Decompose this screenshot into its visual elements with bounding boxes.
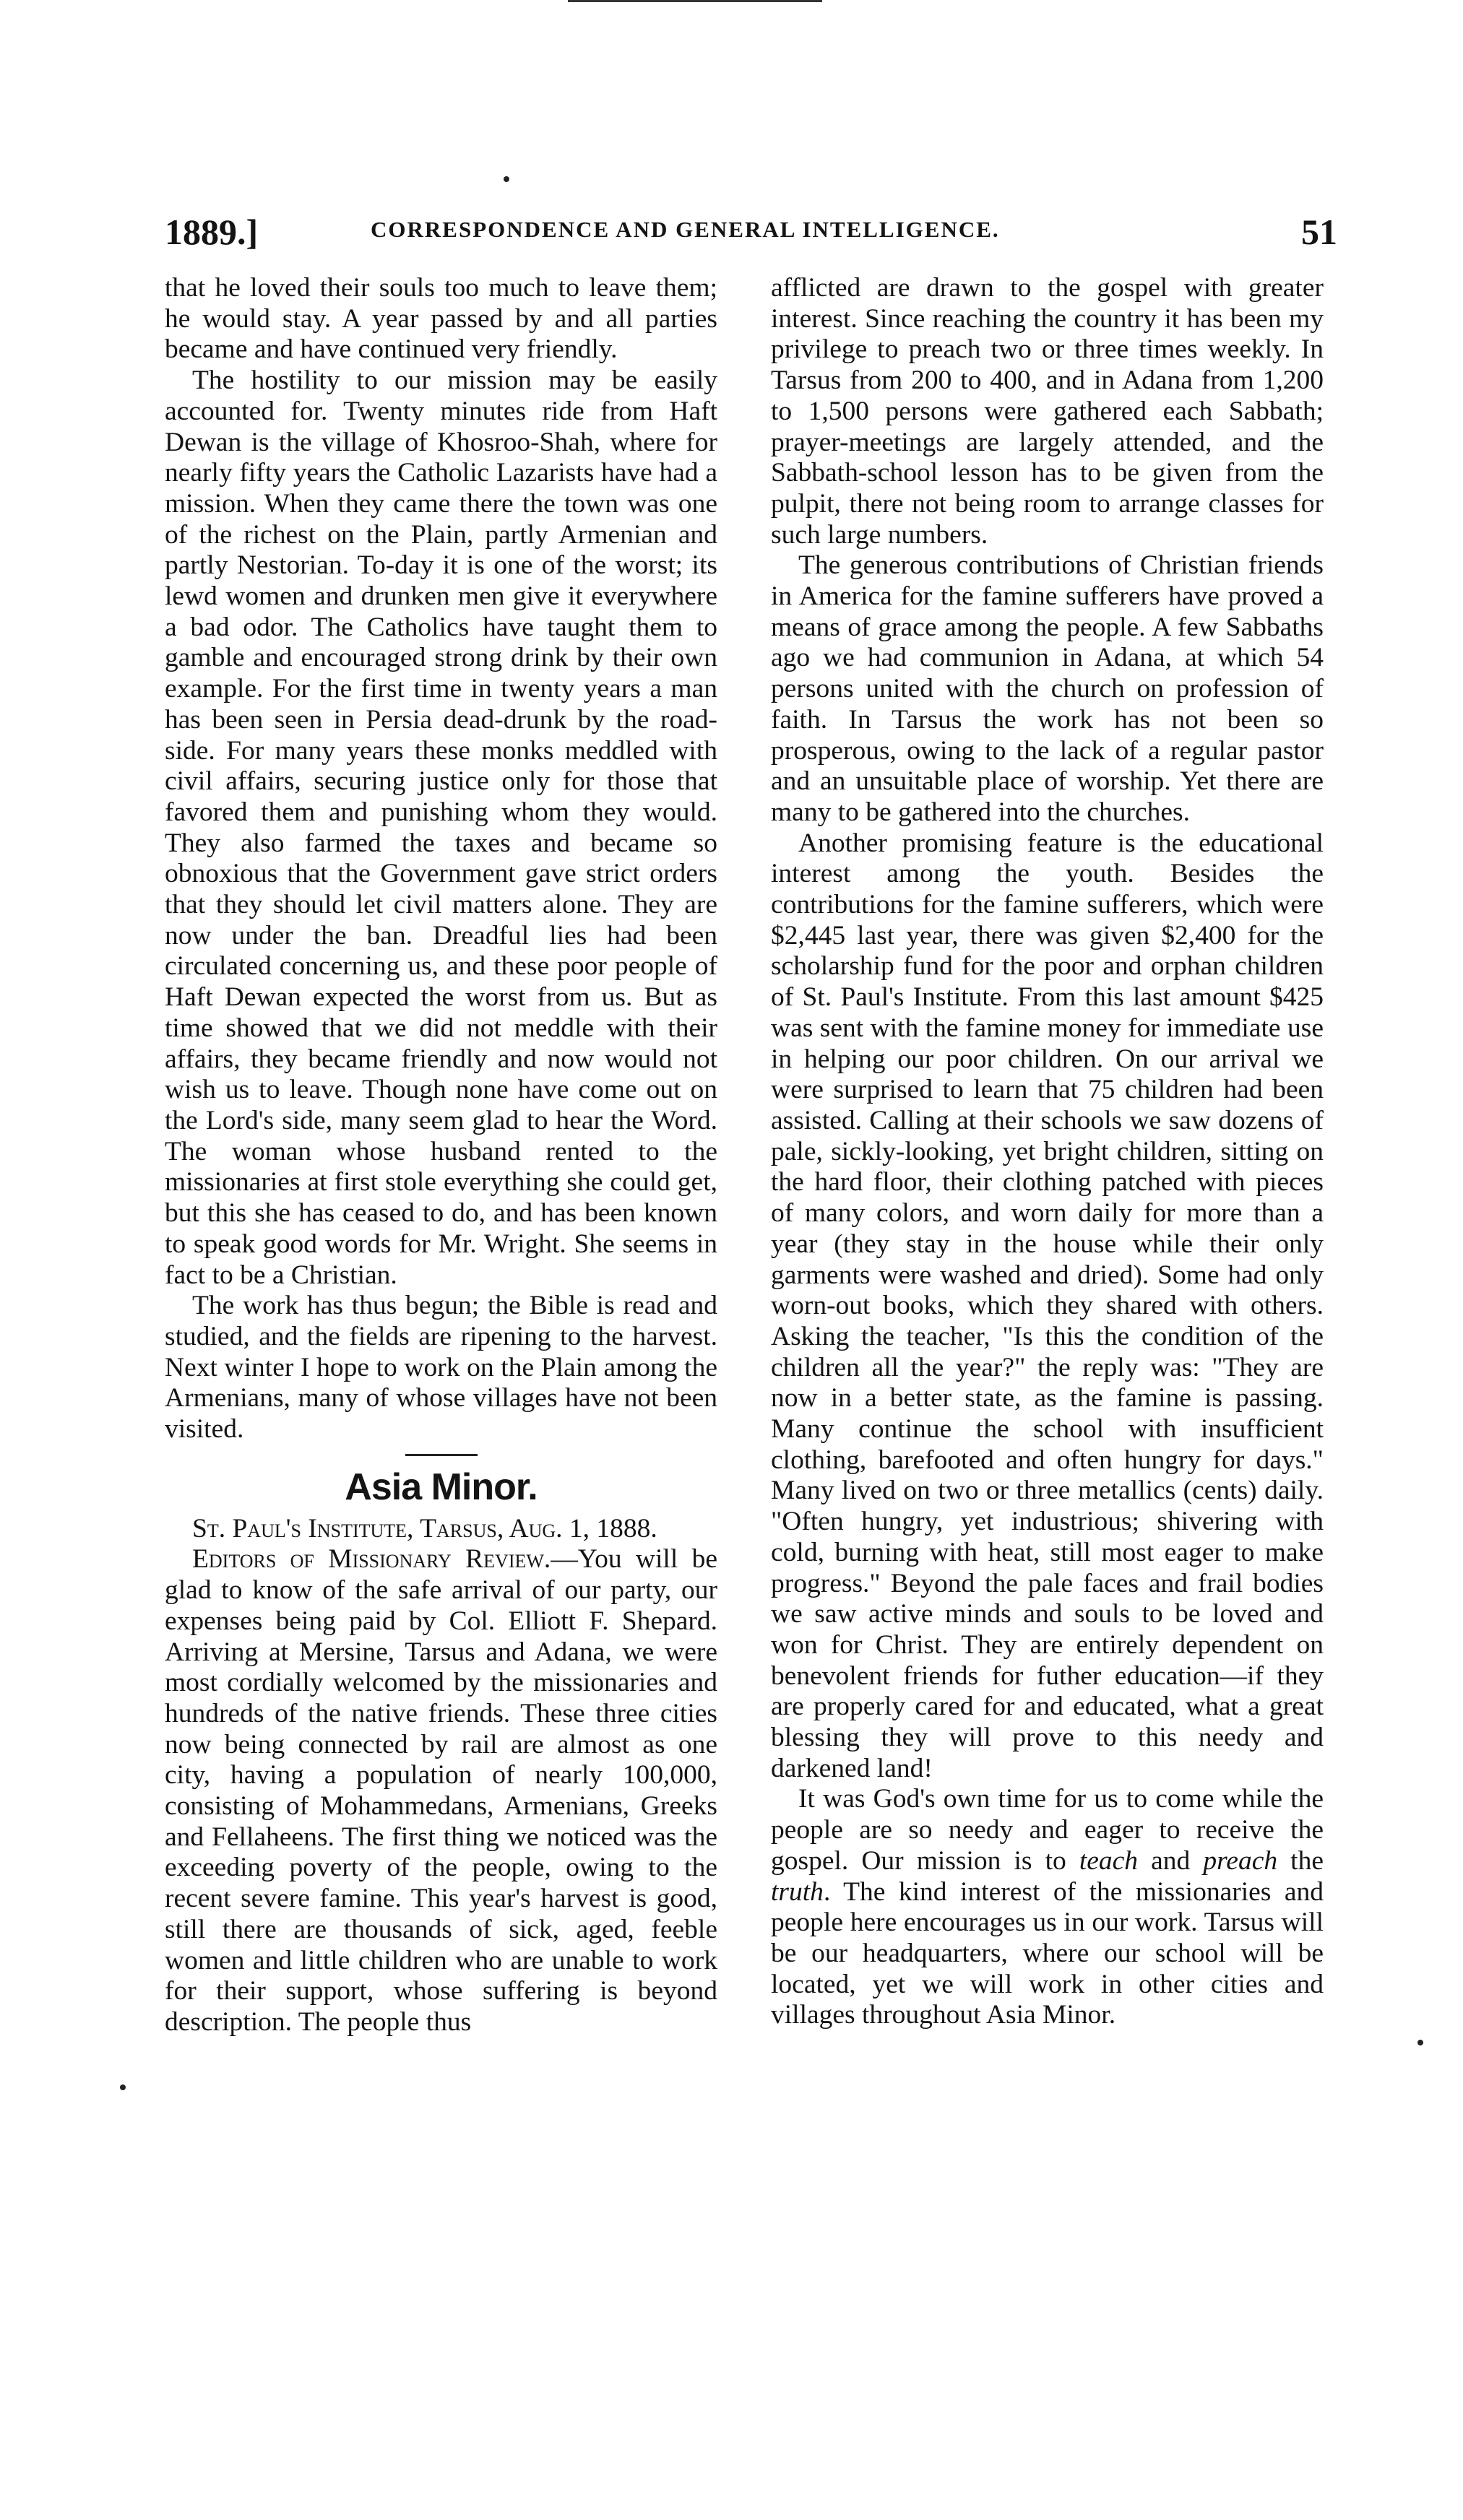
right-column [771,273,1324,2031]
speck-mark [120,2084,126,2090]
text-run: and [1138,1845,1204,1876]
text-run: . The kind interest of the missionaries and people here encourages us in our work. Tarsus will be our headquarters, where our school will be located, yet we will work in other cities and villages throughout Asia Minor. [771,1876,1324,2030]
paragraph: that he loved their souls too much to leave them; he would stay. A year passed by and all parties became and have continued very friendly. [165,273,717,365]
section-title: Asia Minor. [345,1465,538,1508]
dateline-text: St. Paul's Institute, Tarsus, Aug. 1, 1888. [192,1513,657,1543]
speck-mark [504,176,509,182]
top-edge-rule [568,0,822,2]
header-title: CORRESPONDENCE AND GENERAL INTELLIGENCE. [371,217,1000,242]
emphasis-preach: preach [1203,1845,1278,1876]
left-column [165,273,717,2038]
paragraph: afflicted are drawn to the gospel with greater interest. Since reaching the country it has been my privilege to preach two or three times weekly. In Tarsus from 200 to 400, and in Adana from 1,200 to 1,500 persons were gathered each Sabbath; prayer-meetings are largely attended, and the Sabbath-school lesson has to be given from the pulpit, there not being room to arrange classes for such large numbers. [771,273,1324,550]
header-year: 1889.] [165,212,259,252]
emphasis-truth: truth [771,1876,824,1907]
paragraph [771,1784,1324,2031]
paragraph: The work has thus begun; the Bible is read and studied, and the fields are ripening to the harvest. Next winter I hope to work on the Plain among the Armenians, many of whose villages have not been visited. [165,1291,717,1445]
text-run: It was God's own time for us to come while the people are so needy and eager to receive the gospel. Our mission is to [771,1784,1324,1876]
running-header [165,189,1337,252]
paragraph: The generous contributions of Christian friends in America for the famine sufferers have proved a means of grace among the people. A few Sabbaths ago we had communion in Adana, at which 54 persons united with the church on profession of faith. In Tarsus the work has not been so prosperous, owing to the lack of a regular pastor and an unsuitable place of worship. Yet there are many to be gathered into the churches. [771,550,1324,827]
page-number: 51 [1301,212,1337,252]
salutation: Editors of Missionary Review. [192,1544,551,1575]
speck-mark [1417,2040,1423,2045]
text-run: the [1277,1845,1324,1876]
paragraph: The hostility to our mission may be easily accounted for. Twenty minutes ride from Haft Dewan is the village of Khosroo-Shah, where for nearly fifty years the Catholic Lazarists have had a mission. When they came there the town was one of the richest on the Plain, partly Armenian and partly Nestorian. To-day it is one of the worst; its lewd women and drunken men give it everywhere a bad odor. The Catholics have taught them to gamble and encouraged strong drink by their own example. For the first time in twenty years a man has been seen in Persia dead-drunk by the road-side. For many years these monks meddled with civil affairs, securing justice only for those that favored them and punishing whom they would. They also farmed the taxes and became so obnoxious that the Government gave strict orders that they should let civil matters alone. They are now under the ban. Dreadful lies had been circulated concerning us, and these poor people of Haft Dewan expected the worst from us. But as time showed that we did not meddle with their affairs, they became friendly and now would not wish us to leave. Though none have come out on the Lord's side, many seem glad to hear the Word. The woman whose husband rented to the missionaries at first stole everything she could get, but this she has ceased to do, and has been known to speak good words for Mr. Wright. She seems in fact to be a Christian. [165,365,717,1290]
paragraph: Another promising feature is the educational interest among the youth. Besides the contributions for the famine sufferers, which were $2,445 last year, there was given $2,400 for the scholarship fund for the poor and orphan children of St. Paul's Institute. From this last amount $425 was sent with the famine money for immediate use in helping our poor children. On our arrival we were surprised to learn that 75 children had been assisted. Calling at their schools we saw dozens of pale, sickly-looking, yet bright children, sitting on the hard floor, their clothing patched with pieces of many colors, and worn daily for more than a year (they stay in the house while their only garments were washed and dried). Some had only worn-out books, which they shared with others. Asking the teacher, "Is this the condition of the children all the year?" the reply was: "They are now in a better state, as the famine is passing. Many continue the school with insufficient clothing, barefooted and often hungry for days." Many lived on two or three metallics (cents) daily. "Often hungry, yet industrious; shivering with cold, burning with heat, still most eager to make progress." Beyond the pale faces and frail bodies we saw active minds and souls to be loved and won for Christ. They are entirely dependent on benevolent friends for futher education—if they are properly cared for and educated, what a great blessing they will prove to this needy and darkened land! [771,828,1324,1783]
paragraph [165,1544,717,2038]
letter-body: —You will be glad to know of the safe arrival of our party, our expenses being paid by Col. Elliott F. Shepard. Arriving at Mersine, Tarsus and Adana, we were most cordially welcomed by the missionaries and hundreds of the native friends. These three cities now being connected by rail are almost as one city, having a population of nearly 100,000, consisting of Mohammedans, Armenians, Greeks and Fellaheens. The first thing we noticed was the exceeding poverty of the people, owing to the recent severe famine. This year's harvest is good, still there are thousands of sick, aged, feeble women and little children who are unable to work for their support, whose suffering is beyond description. The people thus [165,1544,717,2037]
emphasis-teach: teach [1079,1845,1139,1876]
dateline [165,1514,717,1545]
section-divider [405,1454,478,1456]
